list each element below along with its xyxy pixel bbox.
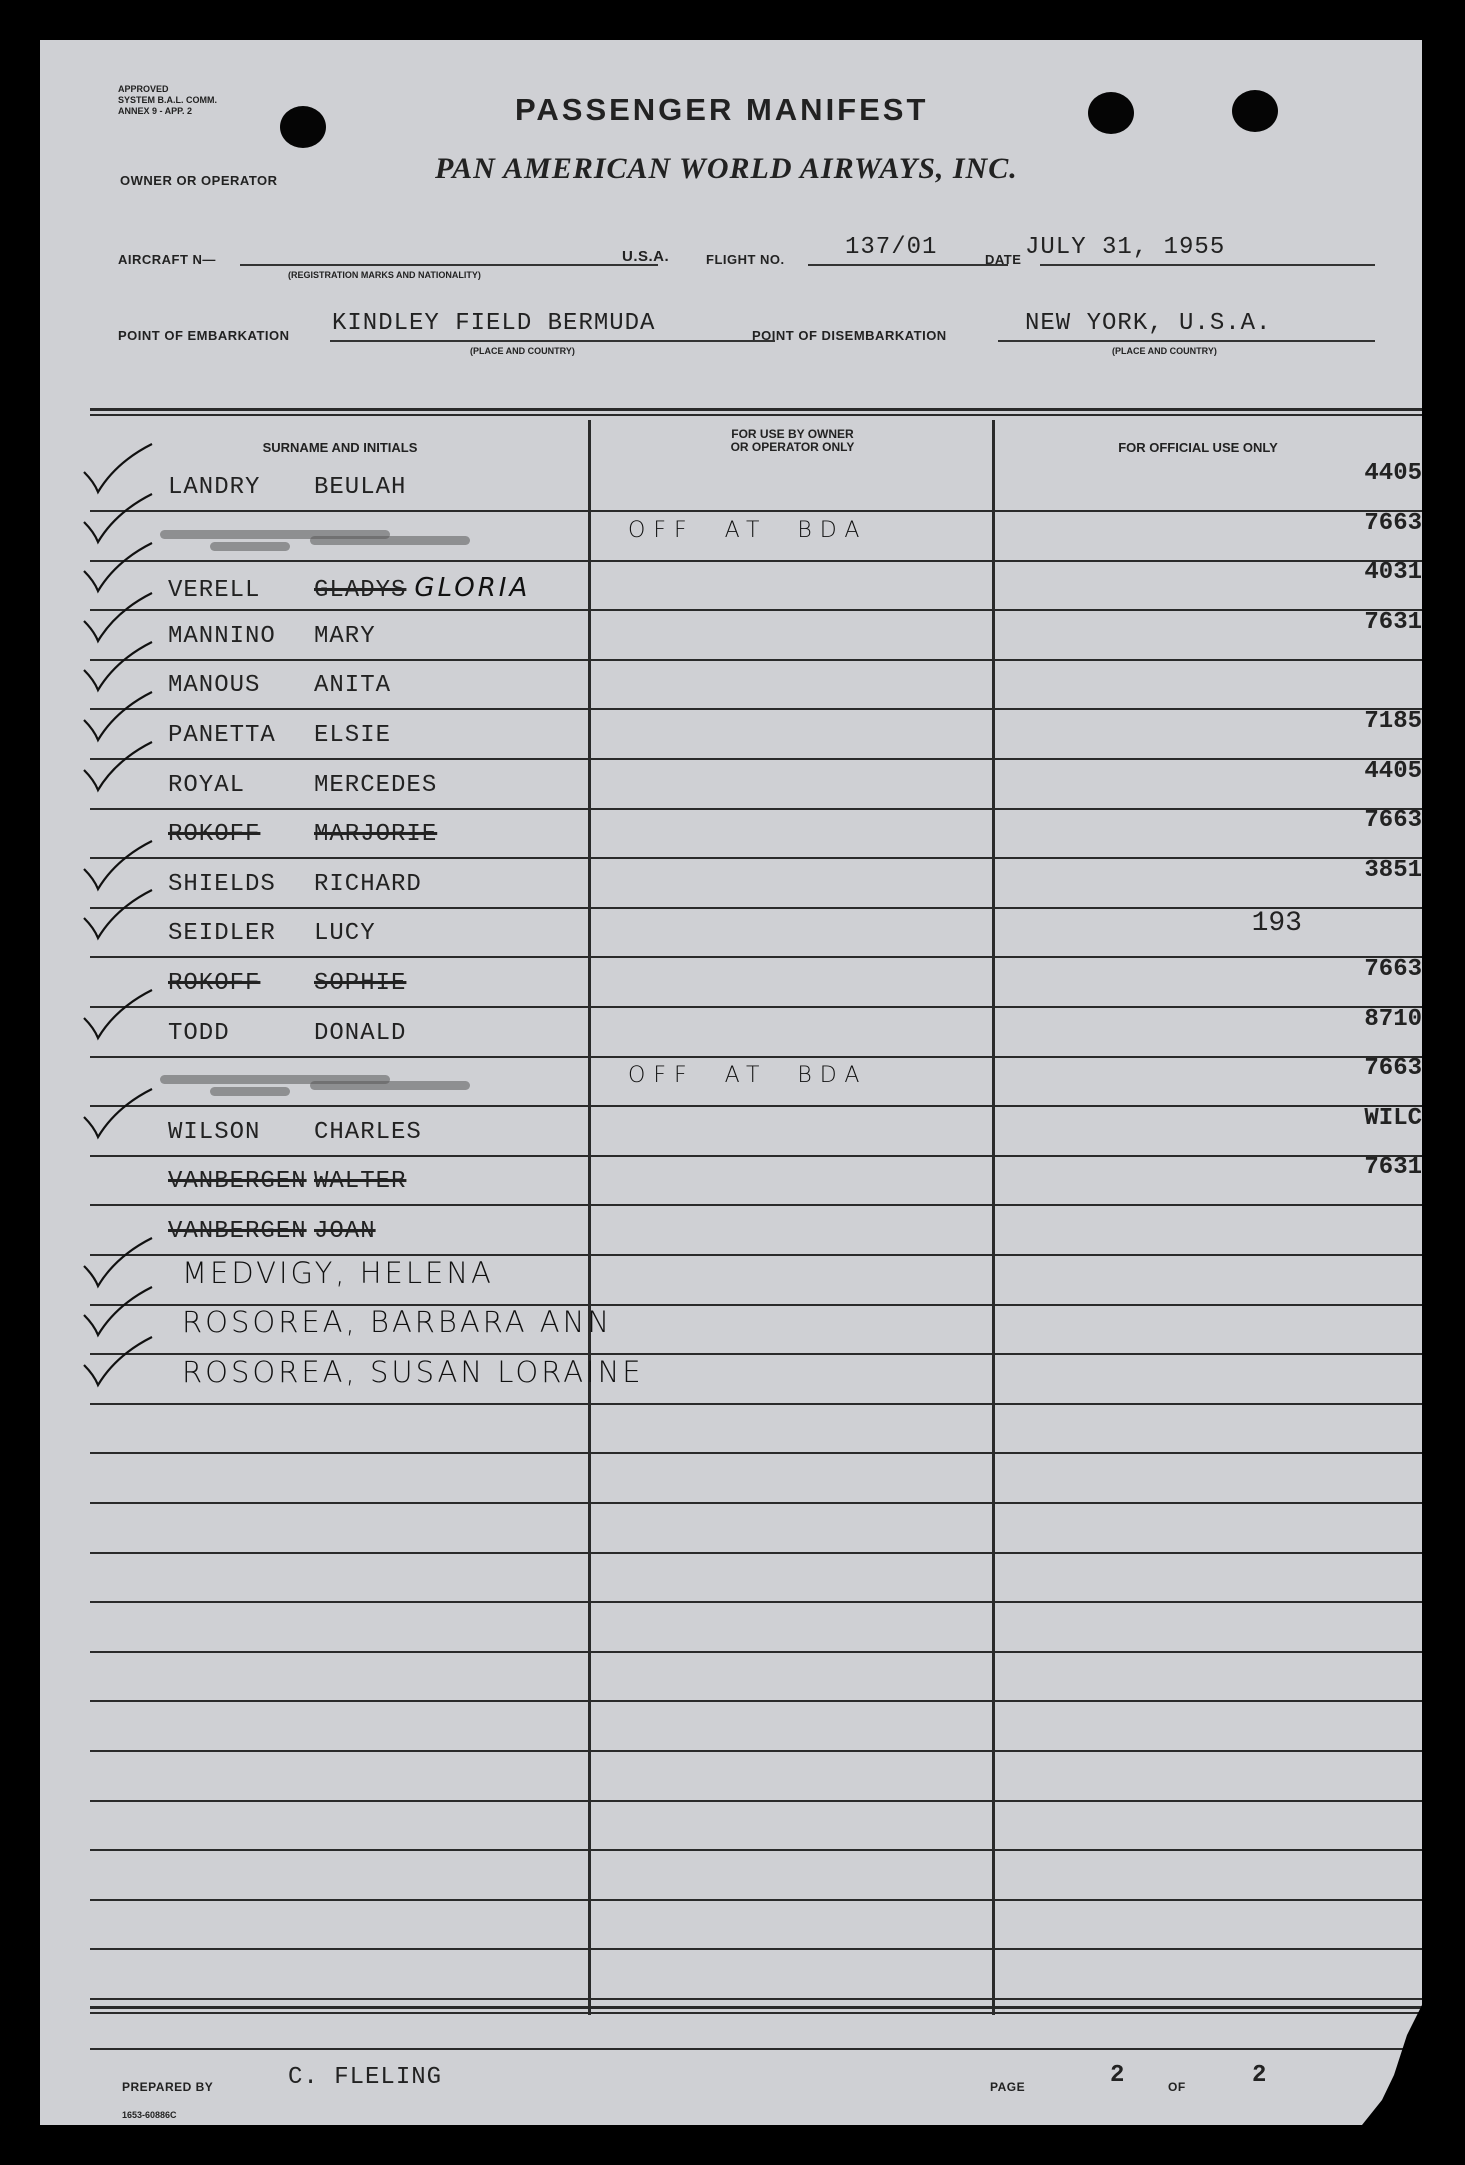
passenger-name: [168, 871, 422, 898]
passenger-row: [40, 608, 1422, 661]
row-rule: [90, 1998, 1422, 2000]
handwritten-name: MEDVIGY, HELENA: [182, 1255, 494, 1290]
disembarkation-value: NEW YORK, U.S.A.: [1025, 310, 1272, 337]
passenger-name: [168, 772, 437, 799]
col-header-official: FOR OFFICIAL USE ONLY: [1118, 440, 1278, 455]
passenger-row: [40, 908, 1422, 958]
row-rule: [90, 1502, 1422, 1504]
given-name: DONALD: [314, 1019, 407, 1047]
official-code: 193: [1251, 908, 1302, 940]
passenger-row: [40, 509, 1422, 562]
row-rule: [90, 1849, 1422, 1851]
given-name: BEULAH: [314, 474, 407, 501]
passenger-name: [168, 1218, 376, 1245]
passenger-row: [40, 708, 1422, 760]
surname: MANNINO: [168, 622, 276, 650]
passenger-row: [40, 1354, 1422, 1405]
erased-name-smudge: [210, 542, 290, 551]
passenger-row: [40, 1055, 1422, 1107]
erased-name-smudge: [310, 536, 470, 545]
punch-hole: [1232, 90, 1278, 132]
surname: ROKOFF: [168, 821, 261, 849]
owner-operator-label-text: OWNER OR OPERATOR: [120, 173, 278, 188]
given-name: JOAN: [314, 1218, 376, 1245]
date-underline: [1040, 264, 1375, 266]
surname: TODD: [168, 1019, 230, 1047]
passenger-name: [182, 1305, 612, 1339]
checkmark-icon: [80, 738, 155, 798]
passenger-row: [40, 664, 1422, 710]
page-label: PAGE: [990, 2080, 1026, 2094]
surname: SHIELDS: [168, 870, 276, 898]
official-code: 7663: [1364, 1055, 1422, 1083]
surname: LANDRY: [168, 474, 261, 501]
passenger-row: [40, 1005, 1422, 1058]
disembarkation-caption: (PLACE AND COUNTRY): [1112, 346, 1217, 356]
official-code: 7663: [1364, 807, 1422, 835]
row-rule: [90, 1899, 1422, 1901]
row-rule: [90, 1601, 1422, 1603]
row-rule: [90, 1452, 1422, 1454]
date-label: DATE: [985, 252, 1022, 267]
checkmark-icon: [80, 1333, 155, 1393]
passenger-name: [182, 1256, 494, 1290]
col-header-owner-line-1: FOR USE BY OWNER: [731, 427, 854, 441]
official-code: 4405: [1364, 460, 1422, 487]
given-name: ANITA: [314, 672, 392, 700]
table-top-rule: [90, 408, 1422, 411]
passenger-name: [168, 672, 391, 699]
form-number: 1653-60886C: [122, 2110, 177, 2120]
punch-hole: [280, 106, 326, 148]
official-code: 7631: [1364, 608, 1422, 636]
owner-note: OFF AT BDA: [628, 517, 868, 543]
surname: MANOUS: [168, 672, 261, 700]
given-name: CHARLES: [314, 1118, 422, 1146]
passenger-row: [40, 856, 1422, 909]
passenger-row: [40, 1210, 1422, 1256]
passenger-row: [40, 757, 1422, 810]
passenger-row: [40, 807, 1422, 859]
checkmark-icon: [80, 986, 155, 1046]
passenger-row: [40, 1154, 1422, 1206]
aircraft-label: AIRCRAFT N—: [118, 252, 216, 267]
approval-stamp: [118, 84, 298, 117]
passenger-row: [40, 1255, 1422, 1306]
surname: VANBERGEN: [168, 1168, 307, 1196]
official-code: 4405: [1364, 757, 1422, 785]
row-rule: [90, 1750, 1422, 1752]
given-name: ELSIE: [314, 722, 392, 749]
passenger-row: [40, 559, 1422, 611]
given-name: GLADYS: [314, 577, 407, 605]
date-value: JULY 31, 1955: [1025, 234, 1226, 261]
passenger-name: [168, 1168, 406, 1195]
surname: ROKOFF: [168, 970, 261, 997]
given-name: WALTER: [314, 1168, 407, 1196]
passenger-name: [168, 573, 530, 604]
handwritten-name: ROSOREA, BARBARA ANN: [182, 1305, 613, 1340]
prepared-by-value: C. FLELING: [288, 2064, 443, 2091]
official-code: WILC: [1364, 1104, 1422, 1132]
official-code: 7663: [1364, 509, 1422, 537]
flight-number-value: 137/01: [845, 234, 938, 261]
table-bottom-rule-2: [90, 2012, 1422, 2014]
disembarkation-label: POINT OF DISEMBARKATION: [752, 328, 947, 343]
embarkation-caption: (PLACE AND COUNTRY): [470, 346, 575, 356]
surname: SEIDLER: [168, 920, 276, 948]
passenger-name: [168, 821, 437, 848]
owner-operator-label: [120, 172, 278, 190]
handwritten-name: ROSOREA, SUSAN LORAINE: [182, 1354, 644, 1389]
row-rule: [90, 1700, 1422, 1702]
row-rule: [90, 1948, 1422, 1950]
approval-line-2: SYSTEM B.A.L. COMM.: [118, 95, 217, 105]
punch-hole: [1088, 92, 1134, 134]
checkmark-icon: [80, 886, 155, 946]
row-rule: [90, 1651, 1422, 1653]
passenger-name: [168, 722, 391, 749]
registration-caption: (REGISTRATION MARKS AND NATIONALITY): [288, 270, 481, 280]
embarkation-value: KINDLEY FIELD BERMUDA: [332, 310, 656, 337]
surname: VANBERGEN: [168, 1218, 307, 1245]
col-header-surname: SURNAME AND INITIALS: [262, 440, 418, 455]
surname: VERELL: [168, 577, 261, 605]
manifest-sheet: [40, 40, 1422, 2125]
owner-note: OFF AT BDA: [628, 1063, 868, 1089]
passenger-name: [182, 1355, 644, 1389]
official-code: 8710: [1364, 1005, 1422, 1033]
usa-label: U.S.A.: [622, 248, 670, 265]
torn-corner: [1352, 2005, 1422, 2125]
passenger-name: [168, 920, 376, 947]
official-code: 4031: [1364, 559, 1422, 587]
airline-name: PAN AMERICAN WORLD AIRWAYS, INC.: [435, 152, 1018, 185]
surname: ROYAL: [168, 771, 246, 799]
table-top-rule-2: [90, 414, 1422, 416]
row-rule: [90, 1552, 1422, 1554]
passenger-name: [168, 1020, 406, 1047]
row-rule: [90, 1800, 1422, 1802]
passenger-name: [168, 970, 406, 997]
surname: PANETTA: [168, 722, 276, 749]
given-name: MERCEDES: [314, 771, 438, 799]
of-label: OF: [1168, 2080, 1186, 2094]
flight-underline: [808, 264, 1008, 266]
checkmark-icon: [80, 1085, 155, 1145]
passenger-name: [168, 623, 376, 650]
embarkation-label: POINT OF EMBARKATION: [118, 328, 290, 343]
given-name: MARY: [314, 622, 376, 650]
embarkation-underline: [330, 340, 775, 342]
passenger-row: [40, 460, 1422, 512]
erased-name-smudge: [210, 1087, 290, 1096]
approval-line-1: APPROVED: [118, 84, 169, 94]
col-header-owner-line-2: OR OPERATOR ONLY: [730, 440, 855, 454]
given-name: LUCY: [314, 920, 376, 948]
page-total: 2: [1252, 2062, 1268, 2089]
surname: WILSON: [168, 1118, 261, 1146]
prepared-by-label: PREPARED BY: [122, 2080, 214, 2094]
official-code: 7185: [1364, 708, 1422, 735]
passenger-name: [168, 1119, 422, 1146]
passenger-row: [40, 1104, 1422, 1157]
row-rule: [90, 2048, 1422, 2050]
handwritten-given-name: GLORIA: [414, 573, 531, 604]
given-name: RICHARD: [314, 870, 422, 898]
erased-name-smudge: [310, 1081, 470, 1090]
official-code: 7631: [1364, 1154, 1422, 1182]
official-code: 7663: [1364, 956, 1422, 983]
passenger-row: [40, 956, 1422, 1008]
approval-line-3: ANNEX 9 - APP. 2: [118, 106, 193, 116]
official-code: 3851: [1364, 856, 1422, 884]
given-name: SOPHIE: [314, 970, 407, 997]
document-title: PASSENGER MANIFEST: [515, 92, 929, 127]
given-name: MARJORIE: [314, 821, 438, 849]
page-number: 2: [1110, 2062, 1126, 2089]
disembarkation-underline: [998, 340, 1375, 342]
table-bottom-rule: [90, 2006, 1422, 2009]
passenger-name: [168, 474, 406, 501]
passenger-row: [40, 1305, 1422, 1355]
aircraft-underline: [240, 264, 658, 266]
flight-no-label: FLIGHT NO.: [706, 252, 785, 267]
col-header-owner: [595, 428, 990, 454]
